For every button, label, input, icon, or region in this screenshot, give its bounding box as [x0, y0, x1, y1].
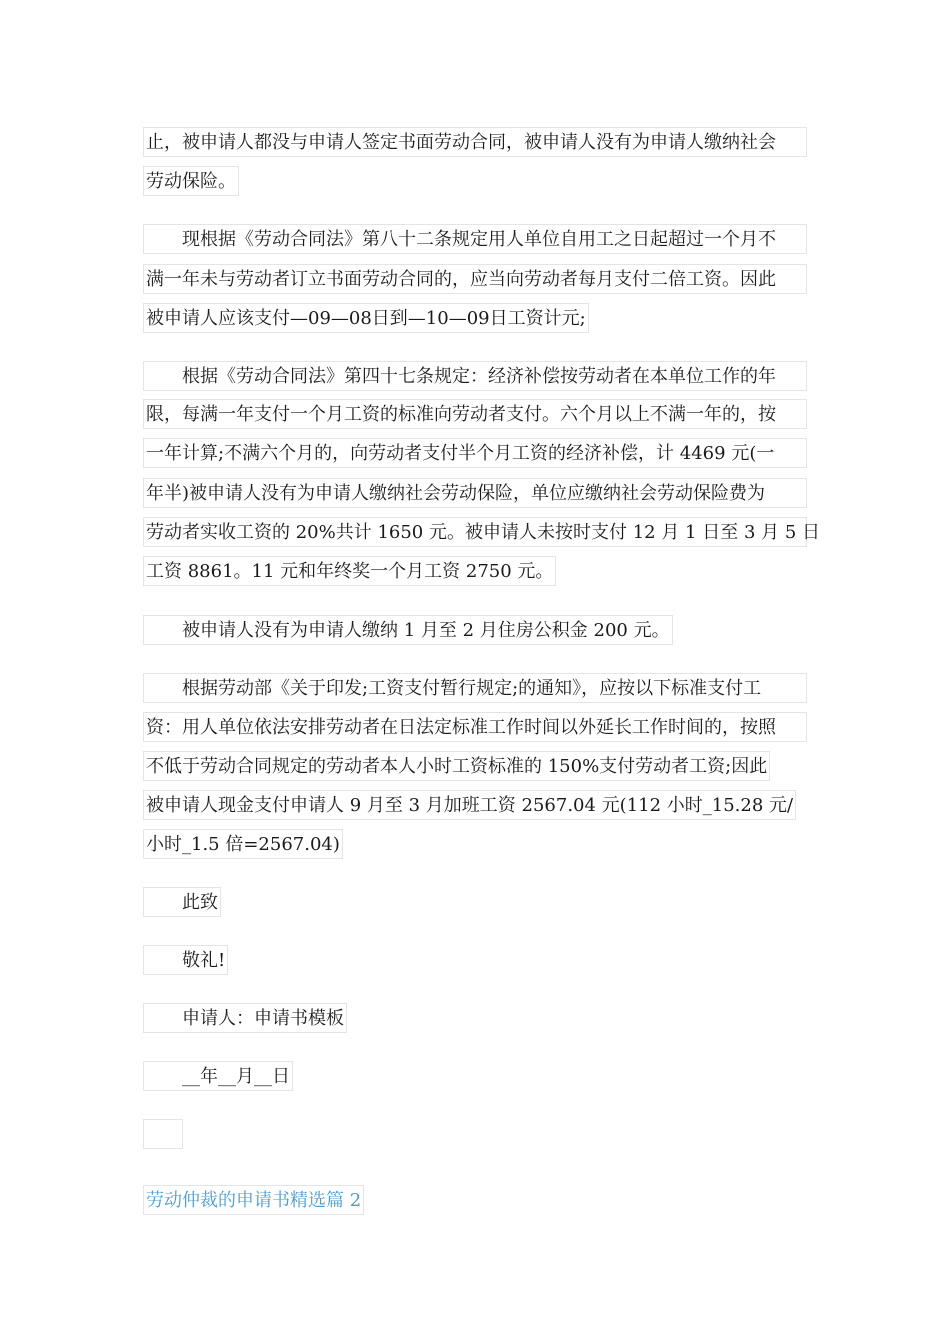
- paragraph-5-line-2: 资：用人单位依法安排劳动者在日法定标准工作时间以外延长工作时间的，按照: [143, 712, 807, 742]
- paragraph-5-line-5: 小时_1.5 倍=2567.04): [143, 829, 343, 859]
- date-line: __年__月__日: [143, 1061, 293, 1091]
- paragraph-5-line-3: 不低于劳动合同规定的劳动者本人小时工资标准的 150%支付劳动者工资;因此: [143, 751, 770, 781]
- paragraph-1-line-1: 止，被申请人都没与申请人签定书面劳动合同，被申请人没有为申请人缴纳社会: [143, 127, 807, 157]
- section-heading: 劳动仲裁的申请书精选篇 2: [143, 1185, 364, 1215]
- paragraph-5-line-1: 根据劳动部《关于印发;工资支付暂行规定;的通知》，应按以下标准支付工: [143, 673, 807, 703]
- paragraph-2-line-1: 现根据《劳动合同法》第八十二条规定用人单位自用工之日起超过一个月不: [143, 224, 807, 254]
- paragraph-3-line-5: 劳动者实收工资的 20%共计 1650 元。被申请人未按时支付 12 月 1 日至 3 月 5 日: [143, 517, 807, 547]
- empty-paragraph: [143, 1119, 183, 1149]
- closing-regards: 敬礼!: [143, 945, 228, 975]
- paragraph-2-line-3: 被申请人应该支付—09—08日到—10—09日工资计元;: [143, 303, 589, 333]
- paragraph-1-line-2: 劳动保险。: [143, 166, 239, 196]
- paragraph-3-line-2: 限，每满一年支付一个月工资的标准向劳动者支付。六个月以上不满一年的，按: [143, 399, 807, 429]
- paragraph-3-line-3: 一年计算;不满六个月的，向劳动者支付半个月工资的经济补偿，计 4469 元(一: [143, 438, 807, 468]
- paragraph-2-line-2: 满一年未与劳动者订立书面劳动合同的，应当向劳动者每月支付二倍工资。因此: [143, 264, 807, 294]
- paragraph-4-line-1: 被申请人没有为申请人缴纳 1 月至 2 月住房公积金 200 元。: [143, 615, 673, 645]
- paragraph-3-line-6: 工资 8861。11 元和年终奖一个月工资 2750 元。: [143, 556, 556, 586]
- applicant-signature-line: 申请人：申请书模板: [143, 1003, 347, 1033]
- paragraph-3-line-4: 年半)被申请人没有为申请人缴纳社会劳动保险，单位应缴纳社会劳动保险费为: [143, 478, 807, 508]
- paragraph-5-line-4: 被申请人现金支付申请人 9 月至 3 月加班工资 2567.04 元(112 小时_15.28 元/: [143, 790, 796, 820]
- closing-salutation: 此致: [143, 887, 221, 917]
- paragraph-3-line-1: 根据《劳动合同法》第四十七条规定：经济补偿按劳动者在本单位工作的年: [143, 361, 807, 391]
